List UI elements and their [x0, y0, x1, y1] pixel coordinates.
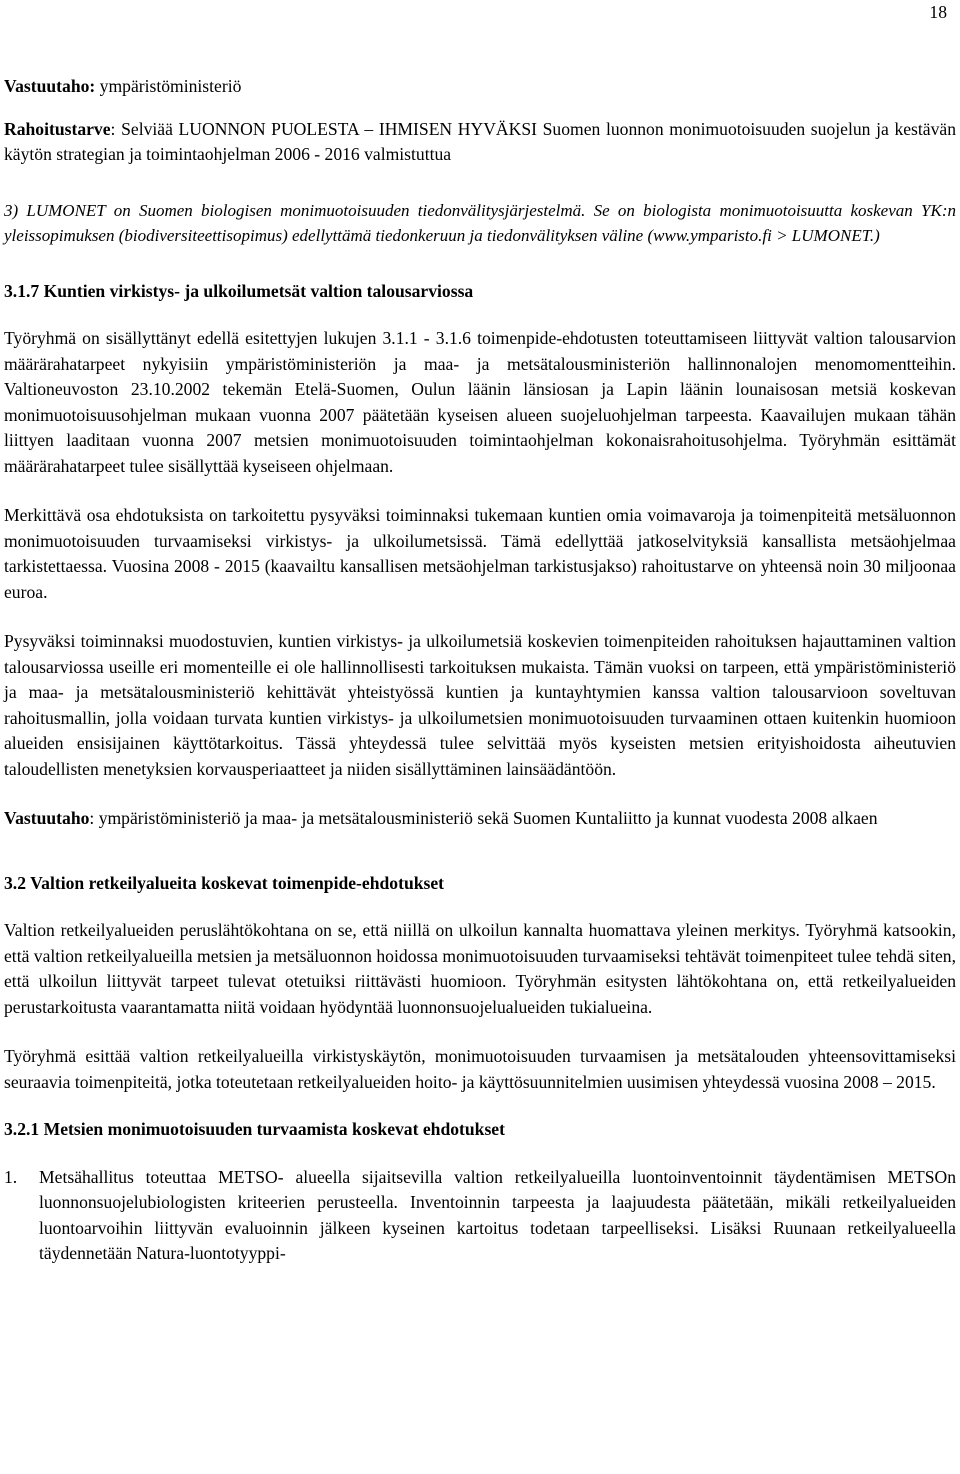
funding-need — [4, 117, 956, 168]
funding-text: : Selviää LUONNON PUOLESTA – IHMISEN HYVÄKSI Suomen luonnon monimuotoisuuden suojelun ja kestävän käytön strategian ja toimintaohjelman 2006 - 2016 valmistuttua — [4, 118, 956, 164]
list-item-text: Metsähallitus toteuttaa METSO- alueella sijaitsevilla valtion retkeilyalueilla luontoinventoinnit täydentämisen METSOn luonnonsuojelubiologisten kriteerien perusteella. Inventoinnin tarpeesta ja laajuudesta päätetään, mikäli retkeilyalueiden luontoarvoihin liittyvän evaluoinnin jälkeen kyseinen kartoitus todetaan tarpeelliseksi. Lisäksi Ruunaan retkeilyalueella täydennetään Natura-luontotyyppi- — [39, 1166, 956, 1263]
list-item-number: 1. — [4, 1166, 18, 1187]
responsible-label: Vastuutaho — [4, 808, 90, 828]
section-heading-3-2: 3.2 Valtion retkeilyalueita koskevat toimenpide-ehdotukset — [4, 872, 445, 893]
paragraph: Merkittävä osa ehdotuksista on tarkoitettu pysyväksi toiminnaksi tukemaan kuntien omia voimavaroja ja toimenpiteitä metsäluonnon monimuotoisuuden turvaamiseksi virkistys- ja ulkoilumetsissä. Tämä edellyttää jatkoselvityksiä kansallista metsäohjelmaa tarkistettaessa. Vuosina 2008 - 2015 (kaavailtu kansallisen metsäohjelman tarkistusjakso) rahoitustarve on yhteensä noin 30 miljoonaa euroa. — [4, 505, 956, 602]
proposal-list — [4, 1165, 956, 1267]
responsible-party-1 — [4, 74, 956, 100]
responsible-text: ympäristöministeriö — [95, 76, 242, 96]
responsible-text: : ympäristöministeriö ja maa- ja metsätalousministeriö sekä Suomen Kuntaliitto ja kunnat vuodesta 2008 alkaen — [89, 808, 878, 828]
page-number: 18 — [929, 2, 947, 22]
paragraph: Valtion retkeilyalueiden peruslähtökohtana on se, että niillä on ulkoilun kannalta huomattava yleinen merkitys. Työryhmä katsookin, että valtion retkeilyalueilla metsien ja metsäluonnon hoidossa monimuotoisuuden turvaamiseksi tehtävät toimenpiteet tulee tehdä siten, että ulkoilun liittyvät tarpeet tulevat otetuiksi riittävästi huomioon. Työryhmän esitysten lähtökohtana on, että retkeilyalueiden perustarkoitusta vaarantamatta niitä voidaan hyödyntää luonnonsuojelualueiden tukialueina. — [4, 920, 956, 1017]
list-item — [4, 1165, 956, 1267]
page-content — [4, 74, 956, 1267]
footnote-lumonet: 3) LUMONET on Suomen biologisen monimuotoisuuden tiedonvälitysjärjestelmä. Se on biologista monimuotoisuutta koskevan YK:n yleissopimuksen (biodiversiteettisopimus) edellyttämä tiedonkeruun ja tiedonvälityksen väline (www.ymparisto.fi > LUMONET.) — [4, 200, 956, 245]
responsible-label: Vastuutaho: — [4, 76, 96, 96]
paragraph: Työryhmä esittää valtion retkeilyalueilla virkistyskäytön, monimuotoisuuden turvaamisen ja metsätalouden yhteensovittamiseksi seuraavia toimenpiteitä, jotka toteutetaan retkeilyalueiden hoito- ja käyttösuunnitelmien uusimisen yhteydessä vuosina 2008 – 2015. — [4, 1046, 956, 1092]
responsible-party-2 — [4, 806, 956, 832]
section-heading-3-2-1: 3.2.1 Metsien monimuotoisuuden turvaamista koskevat ehdotukset — [4, 1119, 505, 1139]
section-heading-3-1-7: 3.1.7 Kuntien virkistys- ja ulkoilumetsät valtion talousarviossa — [4, 280, 474, 301]
paragraph: Työryhmä on sisällyttänyt edellä esitettyjen lukujen 3.1.1 - 3.1.6 toimenpide-ehdotusten toteuttamiseen liittyvät valtion talousarvion määrärahatarpeet nykyisiin ympäristöministeriön ja maa- ja metsätalousministeriön hallinnonalojen menomomentteihin. Valtioneuvoston 23.10.2002 tekemän Etelä-Suomen, Oulun läänin länsiosan ja Lapin läänin lounaisosan metsiä koskevan monimuotoisuusohjelman mukaan vuonna 2007 päätetään kyseisen alueen suojeluohjelman tarpeesta. Kaavailujen mukaan tähän liittyen laaditaan vuonna 2007 metsien monimuotoisuuden toimintaohjelman kokonaisrahoitusohjelma. Työryhmän esittämät määrärahatarpeet tulee sisällyttää kyseiseen ohjelmaan. — [4, 328, 956, 476]
paragraph: Pysyväksi toiminnaksi muodostuvien, kuntien virkistys- ja ulkoilumetsiä koskevien toimenpiteiden rahoituksen hajauttaminen valtion talousarviossa useille eri momenteille ei ole hallinnollisesti tarkoituksen mukaista. Tämän vuoksi on tarpeen, että ympäristöministeriö ja maa- ja metsätalousministeriö kehittävät yhteistyössä kuntien ja kuntayhtymien kanssa valtion talousarvioon soveltuvan rahoitusmallin, jolla voidaan turvata kuntien virkistys- ja ulkoilumetsien monimuotoisuuden turvaaminen ottaen kuitenkin huomioon alueiden ensisijainen käyttötarkoitus. Tässä yhteydessä tulee selvittää myös kyseisten metsien erityishoidosta aiheutuvien taloudellisten menetyksien korvausperiaatteet ja niiden sisällyttäminen lainsäädäntöön. — [4, 631, 956, 779]
funding-label: Rahoitustarve — [4, 118, 111, 139]
